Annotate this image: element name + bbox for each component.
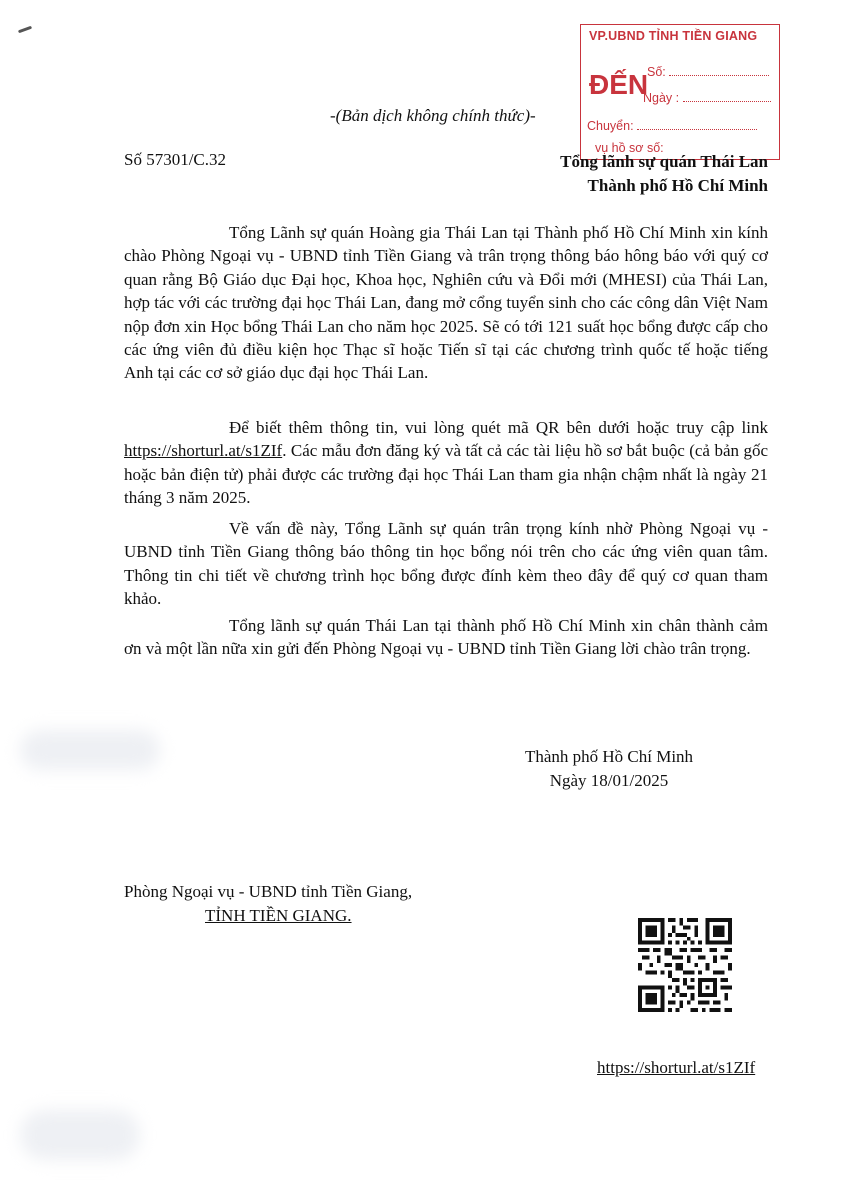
translation-note: -(Bản dịch không chính thức)- <box>330 106 536 125</box>
sender-line-2: Thành phố Hồ Chí Minh <box>587 176 768 195</box>
sender-line-1: Tổng lãnh sự quán Thái Lan <box>560 152 768 171</box>
stamp-dots <box>683 101 771 102</box>
recipient-line-1: Phòng Ngoại vụ - UBND tỉnh Tiền Giang, <box>124 882 413 901</box>
stamp-den: ĐẾN <box>589 69 649 100</box>
stamp-ngay-row <box>643 91 771 105</box>
stamp-chuyen-label: Chuyển: <box>587 119 634 133</box>
stamp-hoso-label: vụ hồ sơ số: <box>595 141 664 155</box>
p2-text-before: Để biết thêm thông tin, vui lòng quét mã QR bên dưới hoặc truy cập link <box>229 418 768 437</box>
date-line: Ngày 18/01/2025 <box>549 771 669 790</box>
stamp-so-label: Số: <box>647 65 666 79</box>
scan-smudge <box>20 1110 140 1160</box>
qr-code-icon <box>638 918 732 1012</box>
body-paragraph-1: Tổng Lãnh sự quán Hoàng gia Thái Lan tại Thành phố Hồ Chí Minh xin kính chào Phòng Ngoại vụ - UBND tỉnh Tiền Giang và trân trọng thông báo hông báo với quý cơ quan rằng Bộ Giáo dục Đại học, Khoa học, Nghiên cứu và Đổi mới (MHESI) của Thái Lan, hợp tác với các trường đại học Thái Lan, đang mở cổng tuyển sinh cho các công dân Việt Nam nộp đơn xin Học bổng Thái Lan cho năm học 2025. Sẽ có tới 121 suất học bổng được cấp cho các ứng viên đủ điều kiện học Thạc sĩ hoặc Tiến sĩ tại các chương trình quốc tế hoặc tiếng Anh tại các cơ sở giáo dục đại học Thái Lan. <box>124 223 768 383</box>
sender-block <box>470 150 768 198</box>
qr-link[interactable]: https://shorturl.at/s1ZIf <box>597 1058 756 1077</box>
scan-smudge <box>20 730 160 770</box>
stamp-header: VP.UBND TỈNH TIỀN GIANG <box>589 29 758 43</box>
recipient-line-2: TỈNH TIỀN GIANG. <box>205 906 352 925</box>
shorturl-link[interactable]: https://shorturl.at/s1ZIf <box>124 441 283 461</box>
scan-mark <box>18 26 32 34</box>
p2-text-after: . Các mẫu đơn đăng ký và tất cả các tài liệu hồ sơ bắt buộc (cả bản gốc hoặc bản điện tử) phải được các trường đại học Thái Lan tham gia nhận chậm nhất là ngày 21 tháng 3 năm 2025. <box>124 441 768 508</box>
body-paragraph-2 <box>124 416 768 510</box>
stamp-ngay-label: Ngày : <box>643 91 680 105</box>
incoming-stamp <box>580 24 780 160</box>
city-line: Thành phố Hồ Chí Minh <box>524 747 694 766</box>
place-date-block <box>506 745 712 793</box>
stamp-dots <box>637 129 757 130</box>
stamp-so-row <box>647 65 769 79</box>
stamp-dots <box>669 75 769 76</box>
stamp-chuyen-row <box>587 119 757 133</box>
body-paragraph-4: Tổng lãnh sự quán Thái Lan tại thành phố Hồ Chí Minh xin chân thành cảm ơn và một lần nữa xin gửi đến Phòng Ngoại vụ - UBND tỉnh Tiền Giang lời chào trân trọng. <box>124 616 768 659</box>
document-number: Số 57301/C.32 <box>124 150 227 169</box>
body-paragraph-3: Về vấn đề này, Tổng Lãnh sự quán trân trọng kính nhờ Phòng Ngoại vụ - UBND tỉnh Tiền Giang thông báo thông tin học bổng nói trên cho các ứng viên quan tâm. Thông tin chi tiết về chương trình học bổng được đính kèm theo đây để quý cơ quan tham khảo. <box>124 519 768 609</box>
